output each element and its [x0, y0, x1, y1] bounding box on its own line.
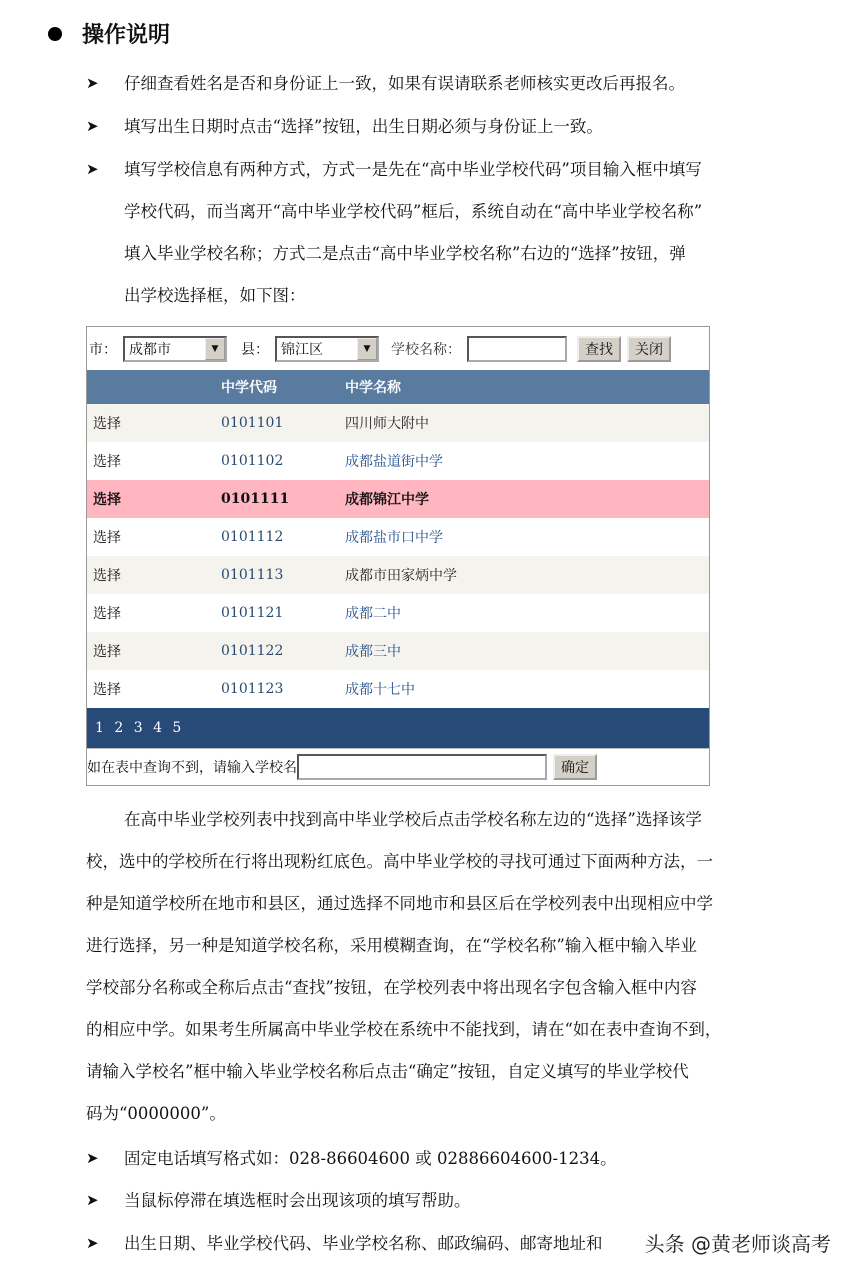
- arrow-bullet-icon: ➤: [86, 74, 99, 92]
- table-row[interactable]: [87, 594, 709, 632]
- select-link[interactable]: 选择: [93, 606, 121, 622]
- county-label: 县：: [241, 341, 269, 358]
- county-value: 锦江区: [281, 341, 323, 358]
- school-code: 0101121: [221, 605, 284, 621]
- school-code: 0101111: [221, 491, 290, 507]
- select-link[interactable]: 选择: [93, 682, 121, 698]
- custom-school-label: 如在表中查询不到，请输入学校名: [87, 760, 297, 776]
- paragraph-line: 学校部分名称或全称后点击“查找”按钮，在学校列表中将出现名字包含输入框中内容: [86, 978, 697, 997]
- pagination[interactable]: [87, 708, 709, 748]
- paragraph-line: 进行选择，另一种是知道学校名称，采用模糊查询，在“学校名称”输入框中输入毕业: [86, 936, 697, 955]
- paragraph-line: 在高中毕业学校列表中找到高中毕业学校后点击学校名称左边的“选择”选择该学: [124, 810, 702, 829]
- watermark: 头条 @黄老师谈高考: [641, 1228, 835, 1257]
- dropdown-arrow-icon: ▼: [205, 338, 225, 360]
- school-code: 0101112: [221, 529, 284, 545]
- school-name: 四川师大附中: [345, 416, 429, 432]
- paragraph-line: 码为“0000000”。: [86, 1104, 226, 1123]
- close-button[interactable]: 关闭: [627, 336, 671, 362]
- select-link[interactable]: 选择: [93, 568, 121, 584]
- select-link[interactable]: 选择: [93, 530, 121, 546]
- school-code: 0101122: [221, 643, 284, 659]
- arrow-bullet-icon: ➤: [86, 1234, 99, 1252]
- table-row[interactable]: [87, 518, 709, 556]
- city-value: 成都市: [129, 341, 171, 358]
- school-name: 成都三中: [345, 644, 401, 660]
- title-text: 操作说明: [82, 23, 171, 48]
- select-link[interactable]: 选择: [93, 454, 121, 470]
- bullet-item-line: 填入毕业学校名称；方式二是点击“高中毕业学校名称”右边的“选择”按钮，弹: [124, 244, 686, 263]
- school-name-label: 学校名称：: [391, 341, 461, 358]
- dropdown-arrow-icon: ▼: [357, 338, 377, 360]
- school-code: 0101101: [221, 415, 284, 431]
- custom-school-input[interactable]: [297, 754, 547, 780]
- school-name: 成都盐道街中学: [345, 454, 443, 470]
- school-name: 成都锦江中学: [345, 492, 429, 508]
- arrow-bullet-icon: ➤: [86, 117, 99, 135]
- school-name: 成都十七中: [345, 682, 415, 698]
- school-code: 0101102: [221, 453, 284, 469]
- table-row[interactable]: [87, 556, 709, 594]
- school-code: 0101113: [221, 567, 284, 583]
- city-select[interactable]: [123, 336, 227, 362]
- bullet-item-line: 出学校选择框，如下图：: [124, 286, 306, 305]
- table-row[interactable]: [87, 442, 709, 480]
- school-name: 成都盐市口中学: [345, 530, 443, 546]
- bullet-item: 仔细查看姓名是否和身份证上一致，如果有误请联系老师核实更改后再报名。: [124, 74, 685, 93]
- dialog-toolbar: [87, 327, 709, 370]
- bullet-item: 出生日期、毕业学校代码、毕业学校名称、邮政编码、邮寄地址和: [124, 1234, 603, 1253]
- paragraph-line: 种是知道学校所在地市和县区，通过选择不同地市和县区后在学校列表中出现相应中学: [86, 894, 713, 913]
- bullet-item: 填写出生日期时点击“选择”按钮，出生日期必须与身份证上一致。: [124, 117, 603, 136]
- county-select[interactable]: [275, 336, 379, 362]
- select-link[interactable]: 选择: [93, 644, 121, 660]
- paragraph-line: 请输入学校名”框中输入毕业学校名称后点击“确定”按钮，自定义填写的毕业学校代: [86, 1062, 689, 1081]
- search-button[interactable]: 查找: [577, 336, 621, 362]
- bullet-dot-icon: [48, 27, 62, 41]
- table-row[interactable]: [87, 632, 709, 670]
- school-code: 0101123: [221, 681, 284, 697]
- arrow-bullet-icon: ➤: [86, 1149, 99, 1167]
- school-name: 成都二中: [345, 606, 401, 622]
- custom-school-row: [87, 748, 709, 785]
- column-header-code: 中学代码: [221, 380, 277, 396]
- school-name: 成都市田家炳中学: [345, 568, 457, 584]
- section-title: [48, 18, 170, 49]
- bullet-item: 当鼠标停滞在填选框时会出现该项的填写帮助。: [124, 1191, 471, 1210]
- arrow-bullet-icon: ➤: [86, 1191, 99, 1209]
- bullet-item: 固定电话填写格式如：028-86604600 或 02886604600-1234。: [124, 1149, 617, 1168]
- school-select-dialog: [86, 326, 710, 786]
- select-link[interactable]: 选择: [93, 416, 121, 432]
- school-name-input[interactable]: [467, 336, 567, 362]
- bullet-item-line: 学校代码，而当离开“高中毕业学校代码”框后，系统自动在“高中毕业学校名称”: [124, 202, 703, 221]
- confirm-button[interactable]: 确定: [553, 754, 597, 780]
- paragraph-line: 的相应中学。如果考生所属高中毕业学校在系统中不能找到，请在“如在表中查询不到，: [86, 1020, 722, 1039]
- table-header: [87, 370, 709, 404]
- page-links[interactable]: 1 2 3 4 5: [95, 720, 185, 736]
- bullet-item-line: 填写学校信息有两种方式，方式一是先在“高中毕业学校代码”项目输入框中填写: [124, 160, 702, 179]
- table-row[interactable]: [87, 404, 709, 442]
- table-row[interactable]: [87, 480, 709, 518]
- city-label: 市：: [89, 341, 117, 358]
- select-link[interactable]: 选择: [93, 492, 121, 508]
- column-header-name: 中学名称: [345, 380, 401, 396]
- paragraph-line: 校，选中的学校所在行将出现粉红底色。高中毕业学校的寻找可通过下面两种方法，一: [86, 852, 713, 871]
- table-row[interactable]: [87, 670, 709, 708]
- arrow-bullet-icon: ➤: [86, 160, 99, 178]
